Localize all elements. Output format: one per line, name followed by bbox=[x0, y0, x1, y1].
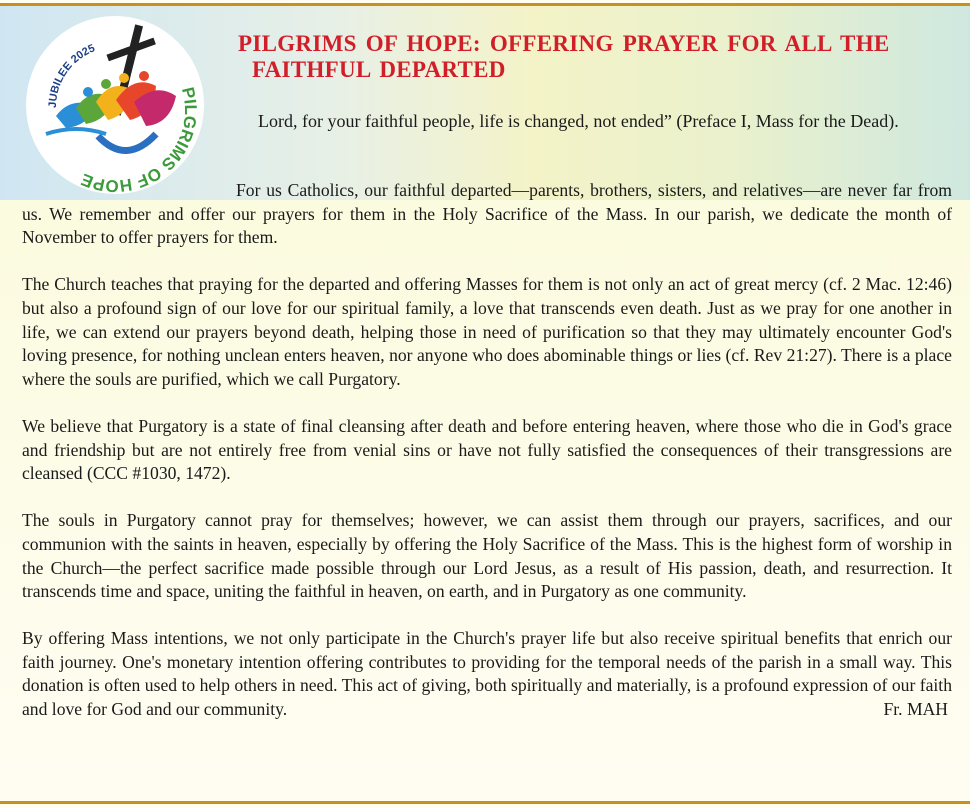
jubilee-logo bbox=[26, 16, 204, 194]
paragraph-4: The souls in Purgatory cannot pray for themselves; however, we can assist them through our prayers, sacrifices, and our communion with the saints in heaven, especially by offering the Holy Sacrifice of the Mass. This is the highest form of worship in the Church—the perfect sacrifice made possible through our Lord Jesus, as a result of His passion, death, and resurrection. It transcends time and space, uniting the faithful in heaven, on earth, and in Purgatory as one community. bbox=[22, 510, 952, 602]
bottom-rule bbox=[0, 801, 970, 804]
paragraph-5-text: By offering Mass intentions, we not only participate in the Church's prayer life but also receive spiritual benefits that enrich our faith journey. One's monetary intention offering contributes to providing for the temporal needs of the parish in a small way. This donation is often used to help others in need. This act of giving, both spiritually and materially, is a profound expression of our faith and love for God and our community. bbox=[22, 628, 952, 720]
paragraph-1: For us Catholics, our faithful departed—parents, brothers, sisters, and relatives—are never far from us. We remember and offer our prayers for them in the Holy Sacrifice of the Mass. In our parish, we dedicate the month of November to offer prayers for them. bbox=[22, 180, 952, 248]
signature: Fr. MAH bbox=[883, 699, 948, 720]
paragraph-2: The Church teaches that praying for the departed and offering Masses for them is not only an act of great mercy (cf. 2 Mac. 12:46) but also a profound sign of our love for our spiritual family, a love that transcends even death. Just as we pray for one another in life, we can extend our prayers beyond death, helping those in need of purification so that they may ultimately encounter God's loving presence, for nothing unclean enters heaven, nor anyone who does abominable things or lies (cf. Rev 21:27). There is a place where the souls are purified, which we call Purgatory. bbox=[22, 274, 952, 389]
page-title bbox=[238, 31, 950, 83]
title-line-1: PILGRIMS OF HOPE: OFFERING PRAYER FOR ALL THE bbox=[238, 31, 890, 56]
title-line-2: FAITHFUL DEPARTED bbox=[252, 57, 506, 82]
logo-arc-text: JUBILEE 2025 bbox=[46, 42, 97, 109]
top-rule bbox=[0, 3, 970, 6]
epigraph-quote: Lord, for your faithful people, life is changed, not ended” (Preface I, Mass for the Dead). bbox=[258, 111, 899, 131]
jubilee-cross-icon bbox=[26, 16, 204, 194]
article-body bbox=[22, 179, 952, 722]
logo-wordmark: PILGRIMS OF HOPE bbox=[78, 85, 200, 194]
paragraph-5 bbox=[22, 627, 952, 721]
paragraph-3: We believe that Purgatory is a state of final cleansing after death and before entering heaven, where those who die in God's grace and friendship but are not entirely free from venial sins or have not fully satisfied the consequences of their transgressions are cleansed (CCC #1030, 1472). bbox=[22, 415, 952, 484]
